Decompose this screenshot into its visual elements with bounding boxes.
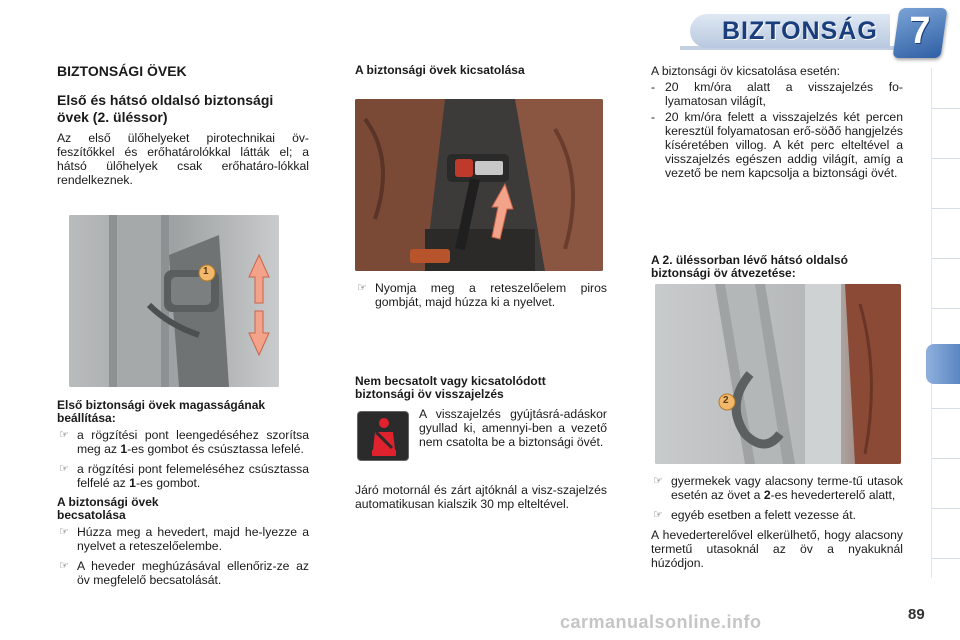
column-left [57, 64, 309, 593]
list-item: - 20 km/óra alatt a visszajelzés fo-lyamatosan világít, [651, 80, 903, 108]
tab-active-chapter[interactable] [926, 344, 960, 384]
pointing-hand-icon: ☞ [59, 429, 69, 441]
list-item: - 20 km/óra felett a visszajelzés két percen keresztül folyamatosan erő-söðő hangjelzés kíséretében villog. A két perc elteltével a visszajelzés egészen addig világít, amíg a vezető be nem kapcsolja a biztonsági övét. [651, 110, 903, 180]
list-item: ☞ Húzza meg a hevedert, majd he-lyezze a nyelvet a reteszelőelembe. [59, 525, 309, 553]
unfasten-intro: A biztonsági öv kicsatolása esetén: [651, 64, 841, 78]
chapter-title: BIZTONSÁG [722, 17, 878, 45]
list-item: ☞ egyéb esetben a felett vezesse át. [653, 508, 856, 522]
height-adjuster-photo [69, 215, 279, 387]
section-title: BIZTONSÁGI ÖVEK [57, 63, 187, 79]
height-adjuster-illustration [69, 215, 279, 387]
buckle-illustration [355, 99, 603, 271]
rear-outro: A hevederterelővel elkerülhető, hogy alacsony termetű utasoknál az öv a nyakuknál húzódjon. [651, 528, 903, 570]
buckle-photo [355, 99, 603, 271]
fasten-title: A biztonsági övek becsatolása [57, 495, 159, 522]
height-adjust-title: Első biztonsági övek magasságának beállítása: [57, 398, 266, 425]
watermark: carmanualsonline.info [560, 612, 762, 632]
list-item: ☞ a rögzítési pont felemeléséhez csúsztassa felfelé az 1-es gombot. [59, 462, 309, 490]
rear-belt-photo [655, 284, 901, 464]
pointing-hand-icon: ☞ [59, 560, 69, 572]
callout-label-2: 2 [723, 395, 729, 406]
pointing-hand-icon: ☞ [357, 282, 367, 294]
pointing-hand-icon: ☞ [653, 475, 663, 487]
callout-label-1: 1 [203, 266, 209, 277]
rear-belt-title: A 2. üléssorban lévő hátsó oldalsó biztonsági öv átvezetése: [651, 253, 848, 280]
rear-belt-illustration [655, 284, 901, 464]
subsection-title: Első és hátsó oldalsó biztonsági övek (2. üléssor) [57, 92, 274, 125]
chapter-tabs [928, 68, 960, 578]
list-item: ☞ A heveder meghúzásával ellenőriz-ze az öv megfelelő becsatolását. [59, 559, 309, 587]
page-header [0, 0, 960, 62]
unfasten-title: A biztonsági övek kicsatolása [355, 63, 525, 77]
list-item: ☞ Nyomja meg a reteszelőelem piros gombját, majd húzza ki a nyelvet. [357, 281, 607, 309]
intro-text: Az első ülőhelyeket pirotechnikai öv-feszítőkkel és erőhatárolókkal látták el; a hátsó ülőhelyek csak erőhatáro-lókkal rendelkeznek. [57, 131, 309, 187]
chapter-number: 7 [909, 10, 931, 52]
seatbelt-warning-icon [357, 411, 409, 461]
pointing-hand-icon: ☞ [653, 509, 663, 521]
list-item: ☞ a rögzítési pont leengedéséhez szorítsa meg az 1-es gombot és csúsztassa lefelé. [59, 428, 309, 456]
list-item: ☞ gyermekek vagy alacsony terme-tű utasok esetén az övet a 2-es hevederterelő alatt, [653, 474, 903, 502]
column-middle [355, 64, 607, 517]
pointing-hand-icon: ☞ [59, 526, 69, 538]
warning-block [355, 407, 607, 469]
warning-text-2: Járó motornál és zárt ajtóknál a visz-szajelzés automatikusan kialszik 30 mp elteltével. [355, 483, 607, 511]
warning-text: A visszajelzés gyújtásrá-adáskor gyullad ki, amennyi-ben a vezető nem csatolta be a biztonsági övét. [419, 407, 607, 449]
page-number: 89 [908, 606, 925, 623]
pointing-hand-icon: ☞ [59, 463, 69, 475]
warning-title: Nem becsatolt vagy kicsatolódott biztonsági öv visszajelzés [355, 374, 546, 401]
column-right [651, 64, 903, 576]
